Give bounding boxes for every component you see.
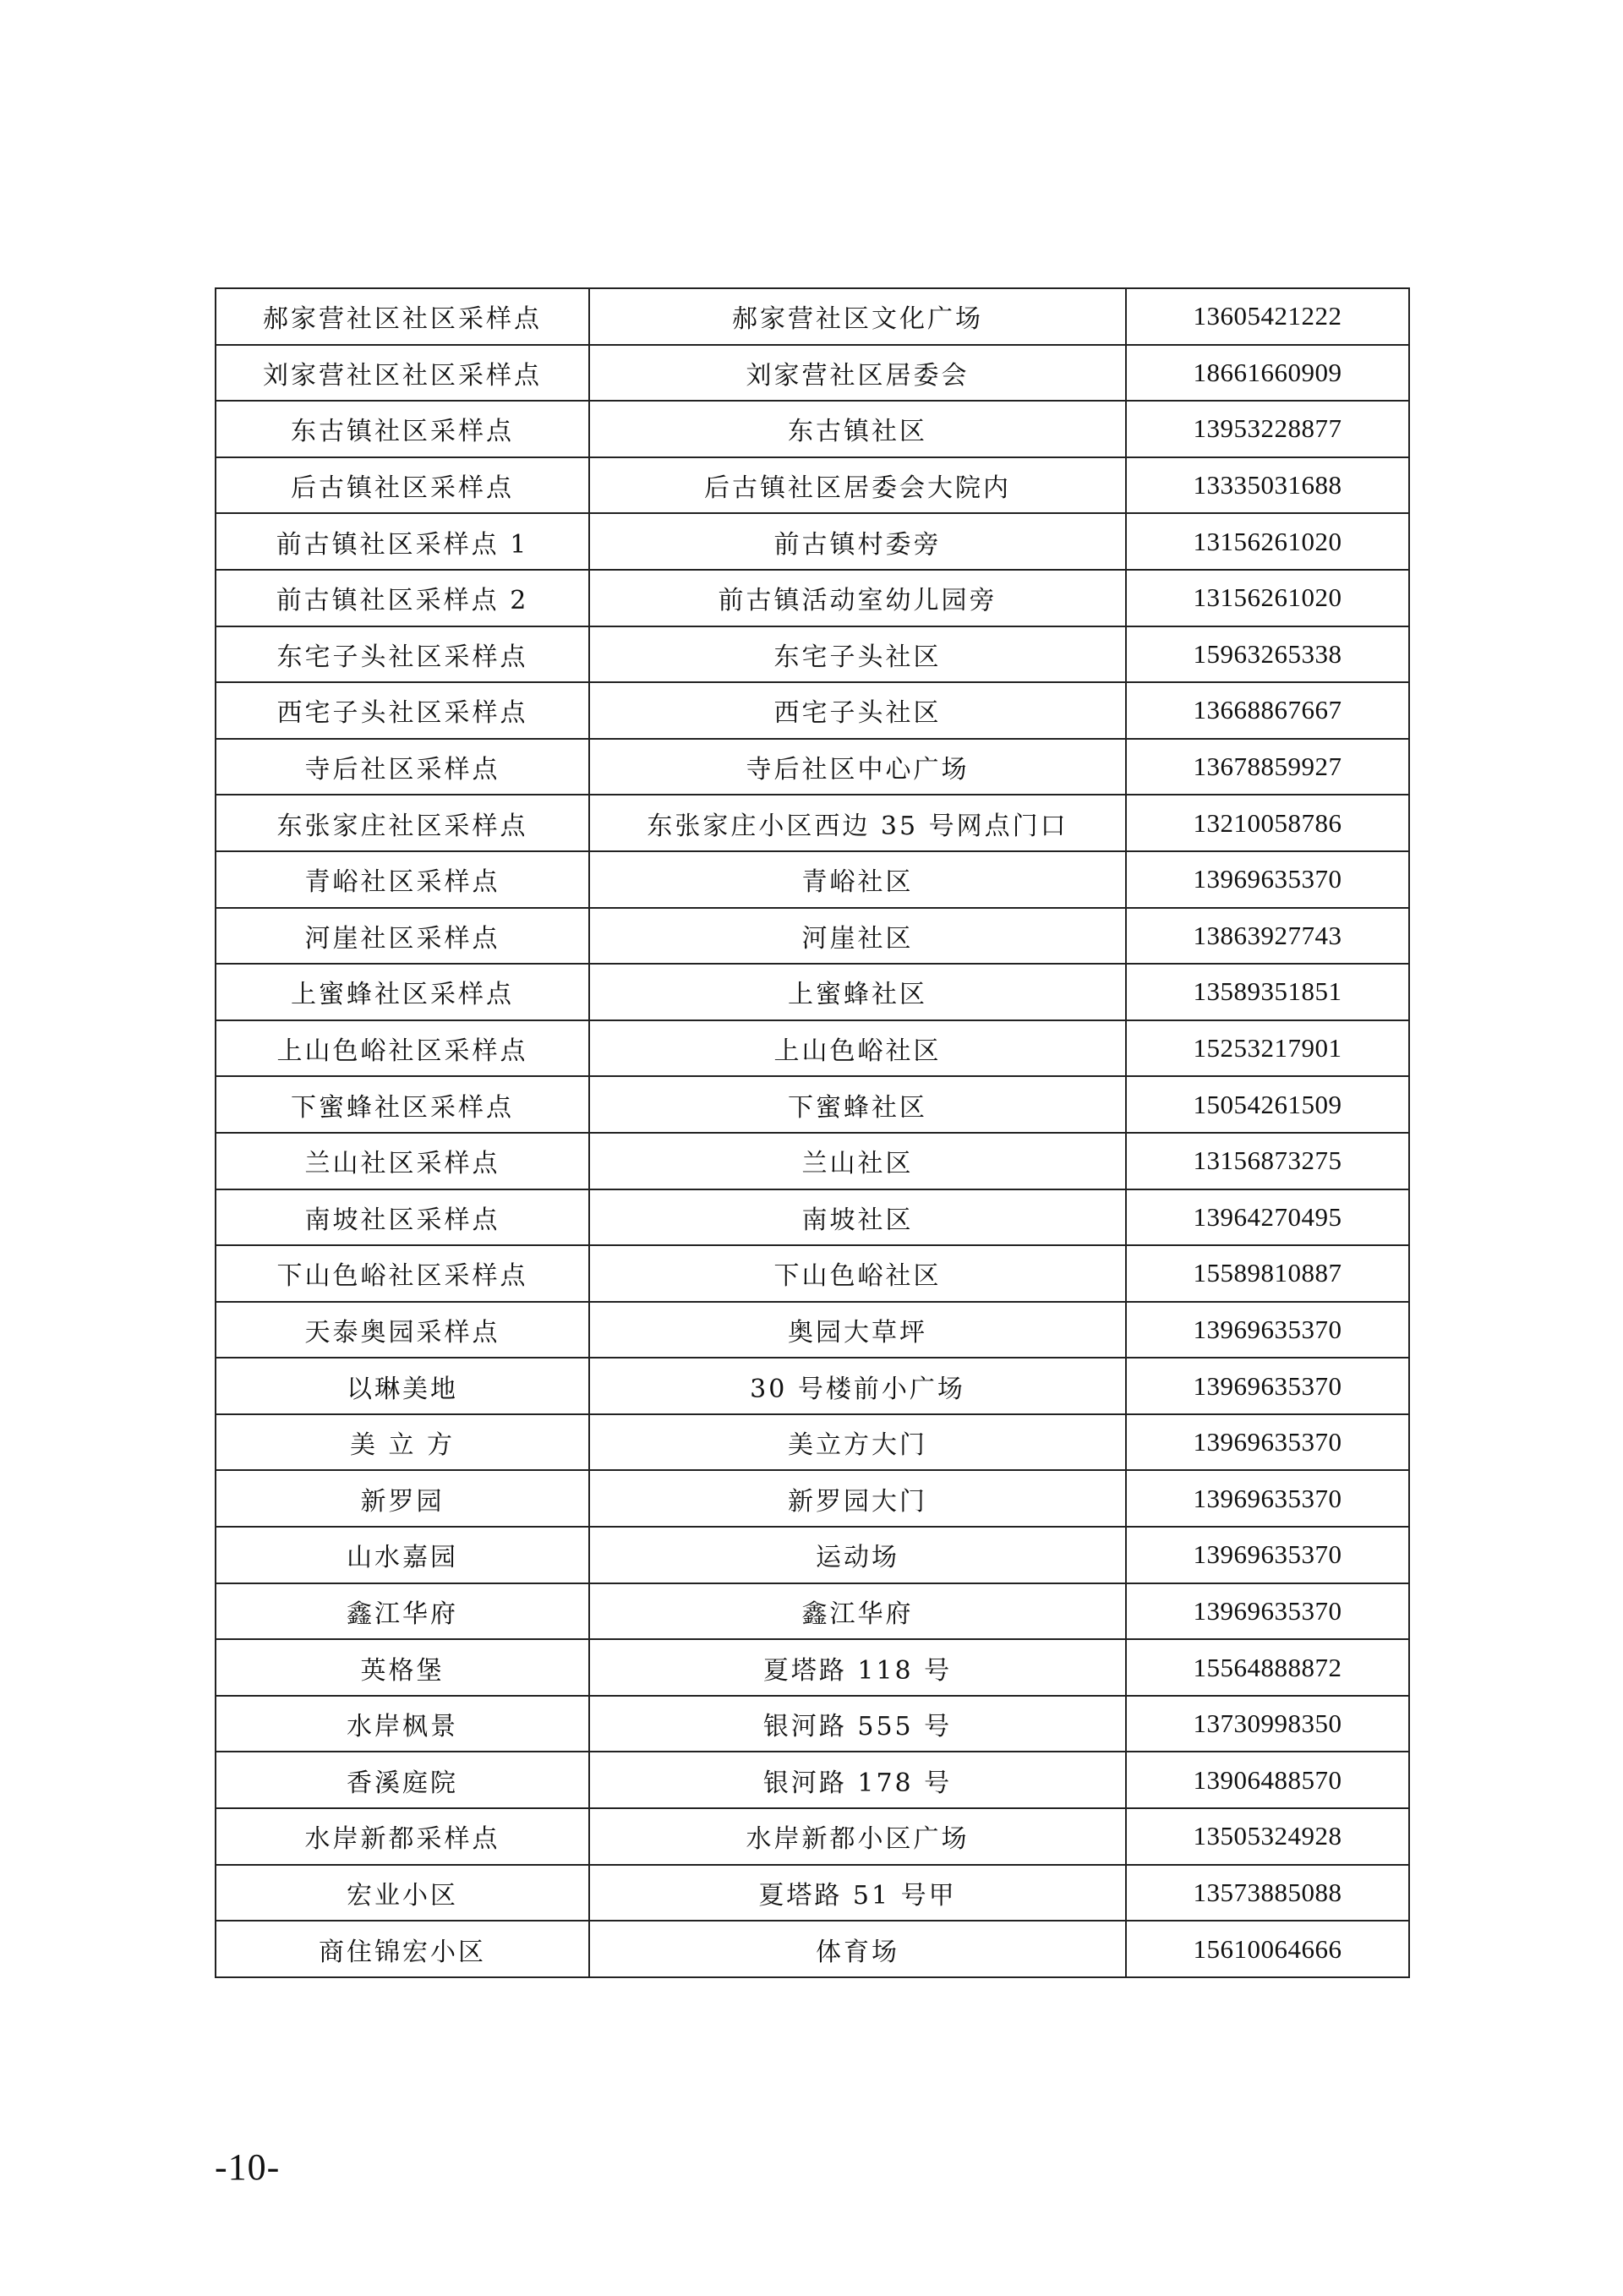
site-phone-cell: 13678859927 bbox=[1126, 739, 1409, 795]
site-phone-cell: 15610064666 bbox=[1126, 1921, 1409, 1977]
table-row bbox=[216, 457, 1409, 514]
site-name-cell: 新罗园 bbox=[216, 1470, 589, 1527]
site-location-cell: 兰山社区 bbox=[589, 1133, 1126, 1189]
site-location-cell: 美立方大门 bbox=[589, 1414, 1126, 1471]
table-row bbox=[216, 739, 1409, 795]
site-phone-cell: 15253217901 bbox=[1126, 1020, 1409, 1077]
table-row bbox=[216, 851, 1409, 908]
site-location-cell: 银河路 555 号 bbox=[589, 1696, 1126, 1752]
site-name-cell: 以琳美地 bbox=[216, 1358, 589, 1414]
site-phone-cell: 13210058786 bbox=[1126, 795, 1409, 851]
table-row bbox=[216, 513, 1409, 570]
sampling-sites-table bbox=[215, 287, 1410, 1978]
site-location-cell: 西宅子头社区 bbox=[589, 682, 1126, 739]
table-row bbox=[216, 1752, 1409, 1808]
table-row bbox=[216, 1020, 1409, 1077]
site-location-cell: 夏塔路 51 号甲 bbox=[589, 1865, 1126, 1922]
site-phone-cell: 13964270495 bbox=[1126, 1189, 1409, 1246]
table-row bbox=[216, 1133, 1409, 1189]
table-row bbox=[216, 401, 1409, 457]
site-name-cell: 前古镇社区采样点 1 bbox=[216, 513, 589, 570]
site-name-cell: 刘家营社区社区采样点 bbox=[216, 345, 589, 402]
table-row bbox=[216, 626, 1409, 683]
table-row bbox=[216, 570, 1409, 626]
table-row bbox=[216, 1921, 1409, 1977]
site-phone-cell: 13969635370 bbox=[1126, 1302, 1409, 1358]
site-name-cell: 东张家庄社区采样点 bbox=[216, 795, 589, 851]
sampling-sites-table-body bbox=[216, 288, 1409, 1977]
site-location-cell: 银河路 178 号 bbox=[589, 1752, 1126, 1808]
table-row bbox=[216, 1414, 1409, 1471]
site-phone-cell: 13156261020 bbox=[1126, 570, 1409, 626]
site-location-cell: 河崖社区 bbox=[589, 908, 1126, 965]
table-row bbox=[216, 1076, 1409, 1133]
site-name-cell: 东宅子头社区采样点 bbox=[216, 626, 589, 683]
site-phone-cell: 18661660909 bbox=[1126, 345, 1409, 402]
table-row bbox=[216, 288, 1409, 345]
site-location-cell: 寺后社区中心广场 bbox=[589, 739, 1126, 795]
table-row bbox=[216, 1527, 1409, 1583]
site-name-cell: 英格堡 bbox=[216, 1639, 589, 1696]
site-name-cell: 上山色峪社区采样点 bbox=[216, 1020, 589, 1077]
site-phone-cell: 13906488570 bbox=[1126, 1752, 1409, 1808]
site-name-cell: 水岸枫景 bbox=[216, 1696, 589, 1752]
site-phone-cell: 13969635370 bbox=[1126, 1414, 1409, 1471]
site-location-cell: 后古镇社区居委会大院内 bbox=[589, 457, 1126, 514]
site-location-cell: 下蜜蜂社区 bbox=[589, 1076, 1126, 1133]
site-location-cell: 东古镇社区 bbox=[589, 401, 1126, 457]
site-location-cell: 下山色峪社区 bbox=[589, 1245, 1126, 1302]
site-name-cell: 后古镇社区采样点 bbox=[216, 457, 589, 514]
site-name-cell: 香溪庭院 bbox=[216, 1752, 589, 1808]
site-location-cell: 青峪社区 bbox=[589, 851, 1126, 908]
table-row bbox=[216, 1808, 1409, 1865]
site-name-cell: 鑫江华府 bbox=[216, 1583, 589, 1640]
site-location-cell: 鑫江华府 bbox=[589, 1583, 1126, 1640]
site-phone-cell: 15963265338 bbox=[1126, 626, 1409, 683]
site-location-cell: 30 号楼前小广场 bbox=[589, 1358, 1126, 1414]
site-name-cell: 兰山社区采样点 bbox=[216, 1133, 589, 1189]
site-name-cell: 寺后社区采样点 bbox=[216, 739, 589, 795]
site-location-cell: 上蜜蜂社区 bbox=[589, 964, 1126, 1020]
table-row bbox=[216, 1302, 1409, 1358]
site-location-cell: 奥园大草坪 bbox=[589, 1302, 1126, 1358]
site-phone-cell: 15589810887 bbox=[1126, 1245, 1409, 1302]
site-phone-cell: 13573885088 bbox=[1126, 1865, 1409, 1922]
site-name-cell: 美 立 方 bbox=[216, 1414, 589, 1471]
site-location-cell: 夏塔路 118 号 bbox=[589, 1639, 1126, 1696]
table-row bbox=[216, 682, 1409, 739]
site-location-cell: 东宅子头社区 bbox=[589, 626, 1126, 683]
site-phone-cell: 13605421222 bbox=[1126, 288, 1409, 345]
site-phone-cell: 13335031688 bbox=[1126, 457, 1409, 514]
page-number: -10- bbox=[215, 2146, 281, 2188]
table-row bbox=[216, 1358, 1409, 1414]
table-row bbox=[216, 964, 1409, 1020]
table-row bbox=[216, 345, 1409, 402]
site-name-cell: 天泰奥园采样点 bbox=[216, 1302, 589, 1358]
table-row bbox=[216, 1189, 1409, 1246]
table-row bbox=[216, 1696, 1409, 1752]
site-phone-cell: 13969635370 bbox=[1126, 1470, 1409, 1527]
site-location-cell: 郝家营社区文化广场 bbox=[589, 288, 1126, 345]
site-name-cell: 青峪社区采样点 bbox=[216, 851, 589, 908]
site-phone-cell: 13953228877 bbox=[1126, 401, 1409, 457]
table-row bbox=[216, 1470, 1409, 1527]
site-location-cell: 运动场 bbox=[589, 1527, 1126, 1583]
sampling-sites-table-container bbox=[215, 287, 1408, 1978]
site-name-cell: 下山色峪社区采样点 bbox=[216, 1245, 589, 1302]
site-phone-cell: 15054261509 bbox=[1126, 1076, 1409, 1133]
site-name-cell: 郝家营社区社区采样点 bbox=[216, 288, 589, 345]
table-row bbox=[216, 908, 1409, 965]
site-location-cell: 南坡社区 bbox=[589, 1189, 1126, 1246]
site-phone-cell: 13156261020 bbox=[1126, 513, 1409, 570]
table-row bbox=[216, 1583, 1409, 1640]
table-row bbox=[216, 1245, 1409, 1302]
site-location-cell: 东张家庄小区西边 35 号网点门口 bbox=[589, 795, 1126, 851]
site-name-cell: 山水嘉园 bbox=[216, 1527, 589, 1583]
site-phone-cell: 13589351851 bbox=[1126, 964, 1409, 1020]
site-phone-cell: 13730998350 bbox=[1126, 1696, 1409, 1752]
site-phone-cell: 13969635370 bbox=[1126, 1358, 1409, 1414]
site-name-cell: 上蜜蜂社区采样点 bbox=[216, 964, 589, 1020]
site-location-cell: 前古镇活动室幼儿园旁 bbox=[589, 570, 1126, 626]
site-name-cell: 水岸新都采样点 bbox=[216, 1808, 589, 1865]
table-row bbox=[216, 795, 1409, 851]
site-phone-cell: 13863927743 bbox=[1126, 908, 1409, 965]
site-phone-cell: 13969635370 bbox=[1126, 1583, 1409, 1640]
site-phone-cell: 13505324928 bbox=[1126, 1808, 1409, 1865]
site-location-cell: 上山色峪社区 bbox=[589, 1020, 1126, 1077]
table-row bbox=[216, 1639, 1409, 1696]
site-location-cell: 体育场 bbox=[589, 1921, 1126, 1977]
table-row bbox=[216, 1865, 1409, 1922]
site-location-cell: 水岸新都小区广场 bbox=[589, 1808, 1126, 1865]
site-phone-cell: 13969635370 bbox=[1126, 851, 1409, 908]
site-name-cell: 宏业小区 bbox=[216, 1865, 589, 1922]
site-name-cell: 南坡社区采样点 bbox=[216, 1189, 589, 1246]
site-phone-cell: 13969635370 bbox=[1126, 1527, 1409, 1583]
site-phone-cell: 13156873275 bbox=[1126, 1133, 1409, 1189]
site-location-cell: 新罗园大门 bbox=[589, 1470, 1126, 1527]
site-name-cell: 前古镇社区采样点 2 bbox=[216, 570, 589, 626]
site-name-cell: 河崖社区采样点 bbox=[216, 908, 589, 965]
site-phone-cell: 15564888872 bbox=[1126, 1639, 1409, 1696]
site-location-cell: 刘家营社区居委会 bbox=[589, 345, 1126, 402]
site-name-cell: 下蜜蜂社区采样点 bbox=[216, 1076, 589, 1133]
site-phone-cell: 13668867667 bbox=[1126, 682, 1409, 739]
site-name-cell: 东古镇社区采样点 bbox=[216, 401, 589, 457]
site-location-cell: 前古镇村委旁 bbox=[589, 513, 1126, 570]
site-name-cell: 西宅子头社区采样点 bbox=[216, 682, 589, 739]
site-name-cell: 商住锦宏小区 bbox=[216, 1921, 589, 1977]
